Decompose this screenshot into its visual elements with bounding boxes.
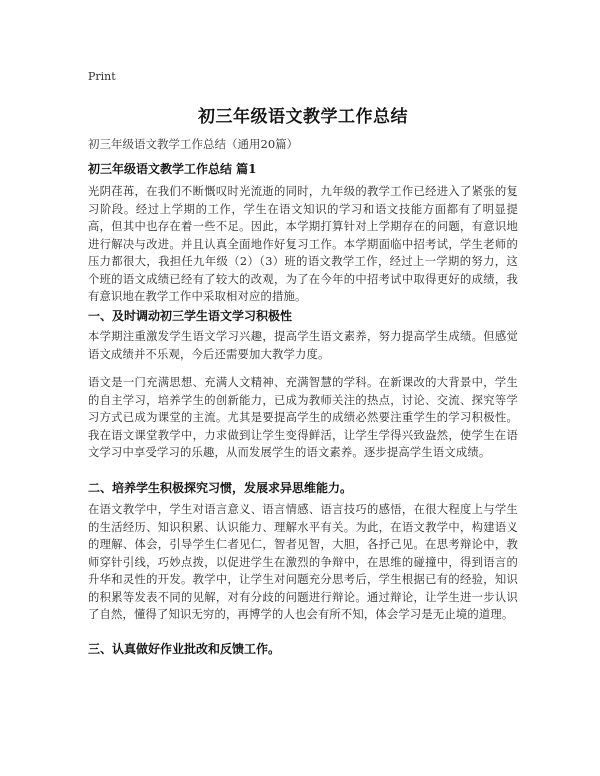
article-heading: 初三年级语文教学工作总结 篇1 <box>88 162 257 176</box>
section-1-paragraph-1: 本学期注重激发学生语文学习兴趣，提高学生语文素养，努力提高学生成绩。但感觉语文成绩并不乐观，今后还需要加大教学力度。 <box>88 330 518 361</box>
section-1-paragraph-2: 语文是一门充满思想、充满人文精神、充满智慧的学科。在新课改的大背景中，学生的自主学习，培养学生的创新能力，已成为教师关注的热点，讨论、交流、探究等学习方式已成为课堂的主流。尤其是要提高学生的成绩必然要注重学生的学习积极性。我在语文课堂教学中，力求做到让学生变得鲜活，让学生学得兴致盎然，使学生在语文学习中享受学习的乐趣，从而发展学生的语文素养。逐步提高学生语文成绩。 <box>88 376 518 459</box>
section-2-heading: 二、培养学生积极探究习惯，发展求异思维能力。 <box>88 481 353 495</box>
document-title: 初三年级语文教学工作总结 <box>198 107 408 127</box>
section-1-heading: 一、及时调动初三学生语文学习积极性 <box>88 309 293 323</box>
section-3-heading: 三、认真做好作业批改和反馈工作。 <box>88 642 281 656</box>
document-subtitle: 初三年级语文教学工作总结（通用20篇） <box>88 137 299 151</box>
intro-paragraph: 光阴荏苒，在我们不断慨叹时光流逝的同时，九年级的教学工作已经进入了紧张的复习阶段。经过上学期的工作，学生在语文知识的学习和语文技能方面都有了明显提高，但其中也存在着一些不足。因此，本学期打算针对上学期存在的问题，有意识地进行解决与改进。并且认真全面地作好复习工作。本学期面临中招考试，学生老师的压力都很大，我担任九年级（2）（3）班的语文教学工作，经过上一学期的努力，这个班的语文成绩已经有了较大的改观，为了在今年的中招考试中取得更好的成绩，我有意识地在教学工作中采取相对应的措施。 <box>88 185 518 303</box>
section-2-paragraph-1: 在语文教学中，学生对语言意义、语言情感、语言技巧的感悟，在很大程度上与学生的生活经历、知识积累、认识能力、理解水平有关。为此，在语文教学中，构建语义的理解、体会，引导学生仁者见仁，智者见智，大胆，各抒己见。在思考辩论中，教师穿针引线，巧妙点拨，以促进学生在激烈的争辩中，在思维的碰撞中，得到语言的升华和灵性的开发。教学中，让学生对问题充分思考后，学生根据已有的经验，知识的积累等发表不同的见解，对有分歧的问题进行辩论。通过辩论，让学生进一步认识了自然，懂得了知识无穷的，再博学的人也会有所不知，体会学习是无止境的道理。 <box>88 503 518 621</box>
print-link[interactable]: Print <box>88 70 116 83</box>
